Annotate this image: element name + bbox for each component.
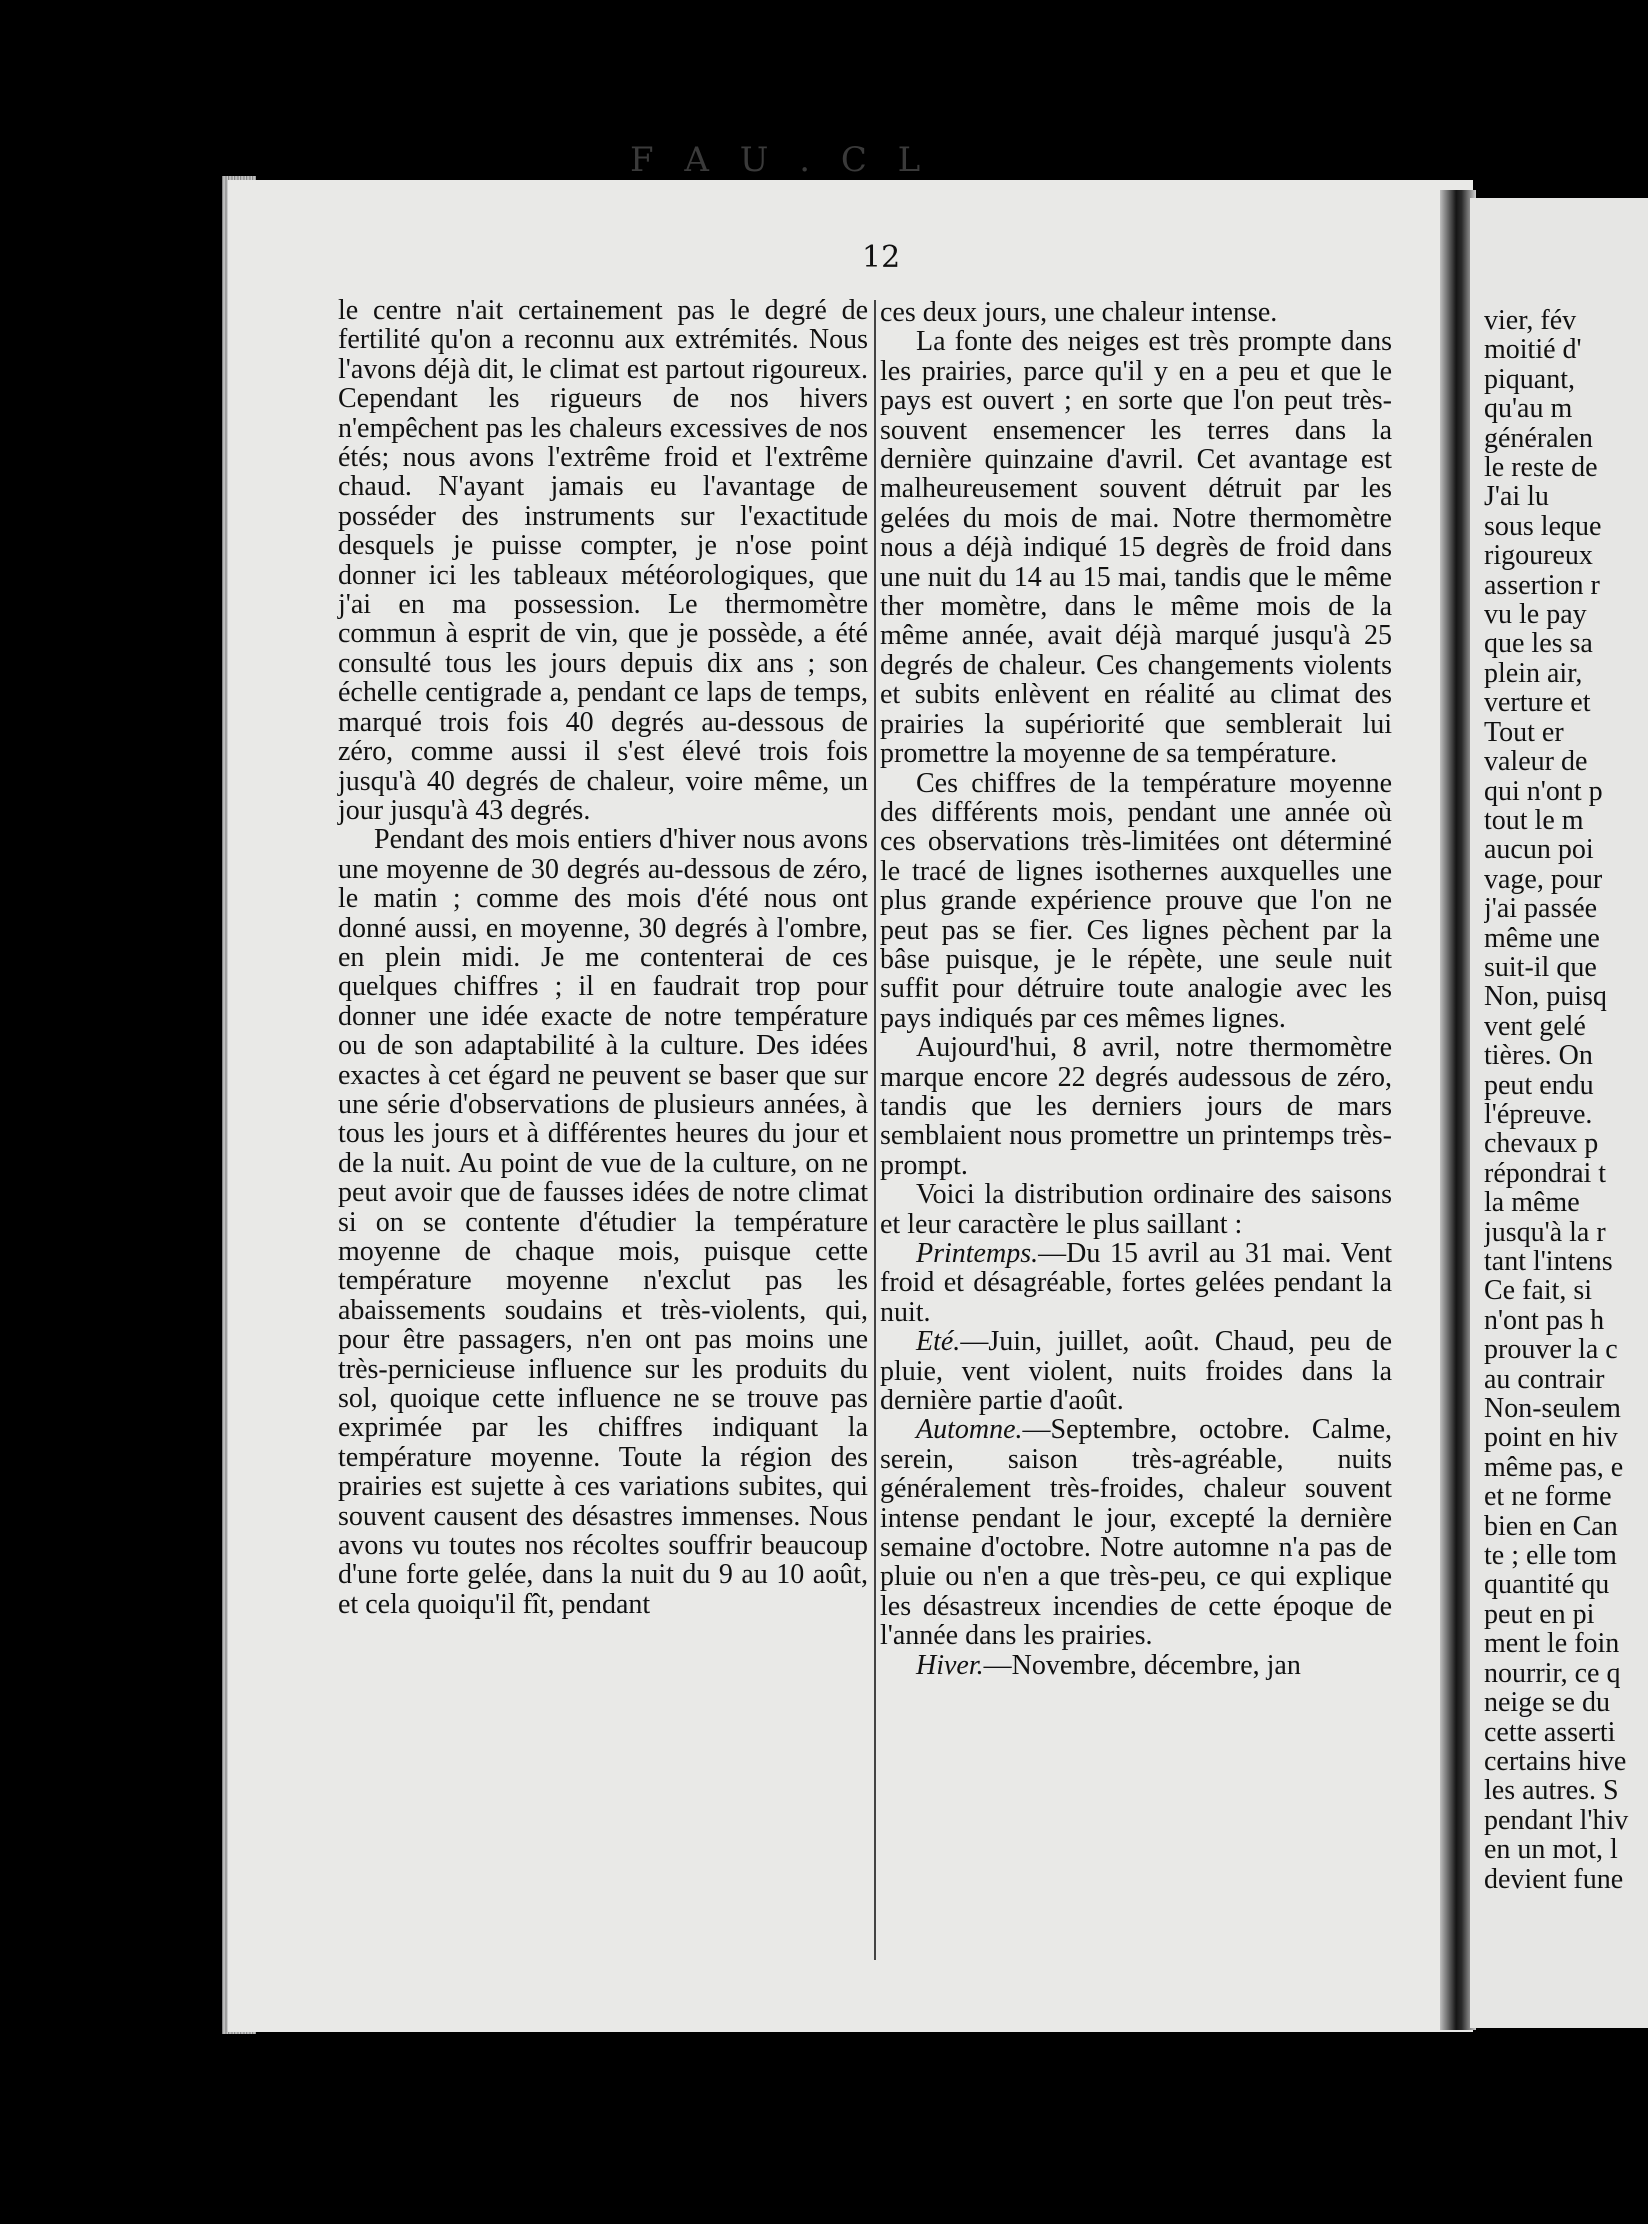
column-3-line: sous leque [1484,510,1602,542]
column-3-line: prouver la c [1484,1334,1618,1366]
column-divider [874,300,876,1960]
column-3-line: te ; elle tom [1484,1540,1617,1572]
column-3-line: qu'au m [1484,393,1573,425]
season-text: —Novembre, décembre, jan [983,1649,1301,1681]
season-text: —Septembre, octobre. Calme, serein, saison très-agréable, nuits généralement très-froides, chaleur souvent intense pendant le jour, excepté la dernière semaine d'octobre. Notre automne n'a pas de pluie ou n'en a que très-peu, ce qui explique les désastreux incendies de cette époque de l'année dans les prairies. [880,1414,1392,1652]
column-3-line: les autres. S [1484,1775,1619,1807]
text-column-3-cropped [1484,306,1644,1894]
column-3-line: le reste de [1484,452,1598,484]
column-3-line: Non, puisq [1484,981,1607,1013]
column-3-line: moitié d' [1484,334,1582,366]
column-3-line: tout le m [1484,804,1584,836]
column-3-line: même pas, e [1484,1451,1624,1483]
page-number: 12 [862,240,901,275]
column-3-line: vage, pour [1484,863,1603,895]
column-3-line: tières. On [1484,1040,1593,1072]
column-3-line: rigoureux [1484,540,1593,572]
season-label: Printemps. [916,1238,1039,1269]
season-printemps [880,1239,1392,1327]
column-3-line: vu le pay [1484,599,1587,631]
column-3-line: devient fune [1484,1863,1624,1894]
column-2-paragraph-5: Voici la distribution ordinaire des saisons et leur caractère le plus saillant : [880,1179,1392,1240]
season-label: Hiver. [916,1649,984,1681]
column-3-line: verture et [1484,687,1591,719]
column-3-line: au contrair [1484,1363,1605,1395]
column-3-line: bien en Can [1484,1510,1618,1542]
column-3-line: que les sa [1484,628,1593,660]
column-1-paragraph-2: Pendant des mois entiers d'hiver nous avons une moyenne de 30 degrés au-dessous de zéro, le matin ; comme des mois d'été nous ont donné aussi, en moyenne, 30 degrés à l'ombre, en plein midi. Je me contenterai de ces quelques chiffres ; il en faudrait trop pour donner une idée exacte de notre température ou de son adaptabilité à la culture. Des idées exactes à cet égard ne peuvent se baser que sur une série d'observations de plusieurs années, à tous les jours et à différentes heures du jour et de la nuit. Au point de vue de la culture, on ne peut avoir que de fausses idées de notre climat si on se contente d'étudier la température moyenne de chaque mois, puisque cette température moyenne n'exclut pas les abaissements soudains et très-violents, qui, pour être passagers, n'en ont pas moins une très-pernicieuse influence sur les produits du sol, quoique cette influence ne se trouve pas exprimée par les chiffres indiquant la température moyenne. Toute la région des prairies est sujette à ces variations subites, qui souvent causent des désastres immenses. Nous avons vu toutes nos récoltes souffrir beaucoup d'une forte gelée, dans la nuit du 9 au 10 août, et cela quoiqu'il fît, pendant [338,824,868,1620]
column-3-line: suit-il que [1484,951,1597,983]
column-3-line: plein air, [1484,657,1583,689]
column-3-line: l'épreuve. [1484,1098,1593,1130]
column-3-line: généralen [1484,422,1593,454]
season-hiver [880,1651,1392,1680]
season-text: —Juin, juillet, août. Chaud, peu de pluie, vent violent, nuits froides dans la dernière partie d'août. [880,1326,1392,1417]
column-3-line: jusqu'à la r [1484,1216,1606,1248]
column-3-line: tant l'intens [1484,1246,1613,1277]
column-3-line: Tout er [1484,716,1564,748]
column-3-line: neige se du [1484,1687,1610,1719]
season-ete [880,1327,1392,1415]
column-3-line: répondrai t [1484,1157,1607,1189]
text-column-1 [338,296,868,1619]
column-2-paragraph-2: La fonte des neiges est très prompte dans les prairies, parce qu'il y en a peu et que le pays est ouvert ; en sorte que l'on peut très-souvent ensemencer les terres dans la dernière quinzaine d'avril. Cet avantage est malheureusement souvent détruit par les gelées du mois de mai. Notre thermomètre nous a déjà indiqué 15 degrès de froid dans une nuit du 14 au 15 mai, tandis que le même ther momètre, dans le même mois de la même année, avait déjà marqué jusqu'à 25 degrés de chaleur. Ces changements violents et subits enlèvent en réalité au climat des prairies la supériorité que semblerait lui promettre la moyenne de sa température. [880,326,1392,770]
season-automne [880,1415,1392,1650]
column-3-line: certains hive [1484,1745,1627,1777]
season-label: Automne. [916,1414,1023,1446]
column-3-line: vent gelé [1484,1010,1586,1042]
column-3-line: peut endu [1484,1069,1594,1101]
column-3-line: même une [1484,922,1600,954]
season-label: Eté. [916,1326,961,1358]
column-3-line: point en hiv [1484,1422,1618,1454]
column-3-line: peut en pi [1484,1598,1595,1630]
season-text: —Du 15 avril au 31 mai. Vent froid et désagréable, fortes gelées pendant la nuit. [880,1238,1392,1328]
column-3-line: assertion r [1484,569,1600,601]
column-3-line: valeur de [1484,746,1588,778]
column-3-line: chevaux p [1484,1128,1599,1160]
column-3-line: quantité qu [1484,1569,1610,1601]
column-2-paragraph-1: ces deux jours, une chaleur intense. [880,297,1278,328]
column-3-line: Non-seulem [1484,1393,1621,1425]
column-3-line: aucun poi [1484,834,1594,866]
column-3-line: pendant l'hiv [1484,1804,1629,1836]
faint-header-text: F A U . C L [630,140,931,180]
column-3-line: vier, fév [1484,306,1577,336]
text-column-2 [880,298,1392,1680]
column-3-line: piquant, [1484,363,1575,395]
column-2-paragraph-3: Ces chiffres de la température moyenne des différents mois, pendant une année où ces observations très-limitées ont déterminé le tracé de lignes isothernes auxquelles une plus grande expérience prouve que l'on ne peut pas se fier. Ces lignes pèchent par la bâse puisque, je le répète, une seule nuit suffit pour détruire toute analogie avec les pays indiqués par ces mêmes lignes. [880,767,1392,1034]
column-3-line: qui n'ont p [1484,775,1603,807]
column-3-line: ment le foin [1484,1628,1620,1660]
column-3-line: J'ai lu [1484,481,1549,513]
column-3-line: et ne forme [1484,1481,1612,1513]
column-2-paragraph-4: Aujourd'hui, 8 avril, notre thermomètre marque encore 22 degrés audessous de zéro, tandis que les derniers jours de mars semblaient nous promettre un printemps très-prompt. [880,1032,1392,1181]
column-3-line: cette asserti [1484,1716,1616,1748]
column-3-line: j'ai passée [1484,893,1598,925]
column-3-line: en un mot, l [1484,1834,1618,1866]
column-3-line: nourrir, ce q [1484,1657,1621,1689]
column-3-line: Ce fait, si [1484,1275,1593,1307]
column-1-paragraph-1: le centre n'ait certainement pas le degré de fertilité qu'on a reconnu aux extrémités. Nous l'avons déjà dit, le climat est partout rigoureux. Cependant les rigueurs de nos hivers n'empêchent pas les chaleurs excessives de nos étés; nous avons l'extrême froid et l'extrême chaud. N'ayant jamais eu l'avantage de posséder des instruments sur l'exactitude desquels je puisse compter, je n'ose point donner ici les tableaux météorologiques, que j'ai en ma possession. Le thermomètre commun à esprit de vin, que je possède, a été consulté tous les jours depuis dix ans ; son échelle centigrade a, pendant ce laps de temps, marqué trois fois 40 degrés au-dessous de zéro, comme aussi il s'est élevé trois fois jusqu'à 40 degrés de chaleur, voire même, un jour jusqu'à 43 degrés. [338,295,868,826]
column-3-line: n'ont pas h [1484,1304,1605,1336]
column-3-line: la même [1484,1187,1580,1219]
